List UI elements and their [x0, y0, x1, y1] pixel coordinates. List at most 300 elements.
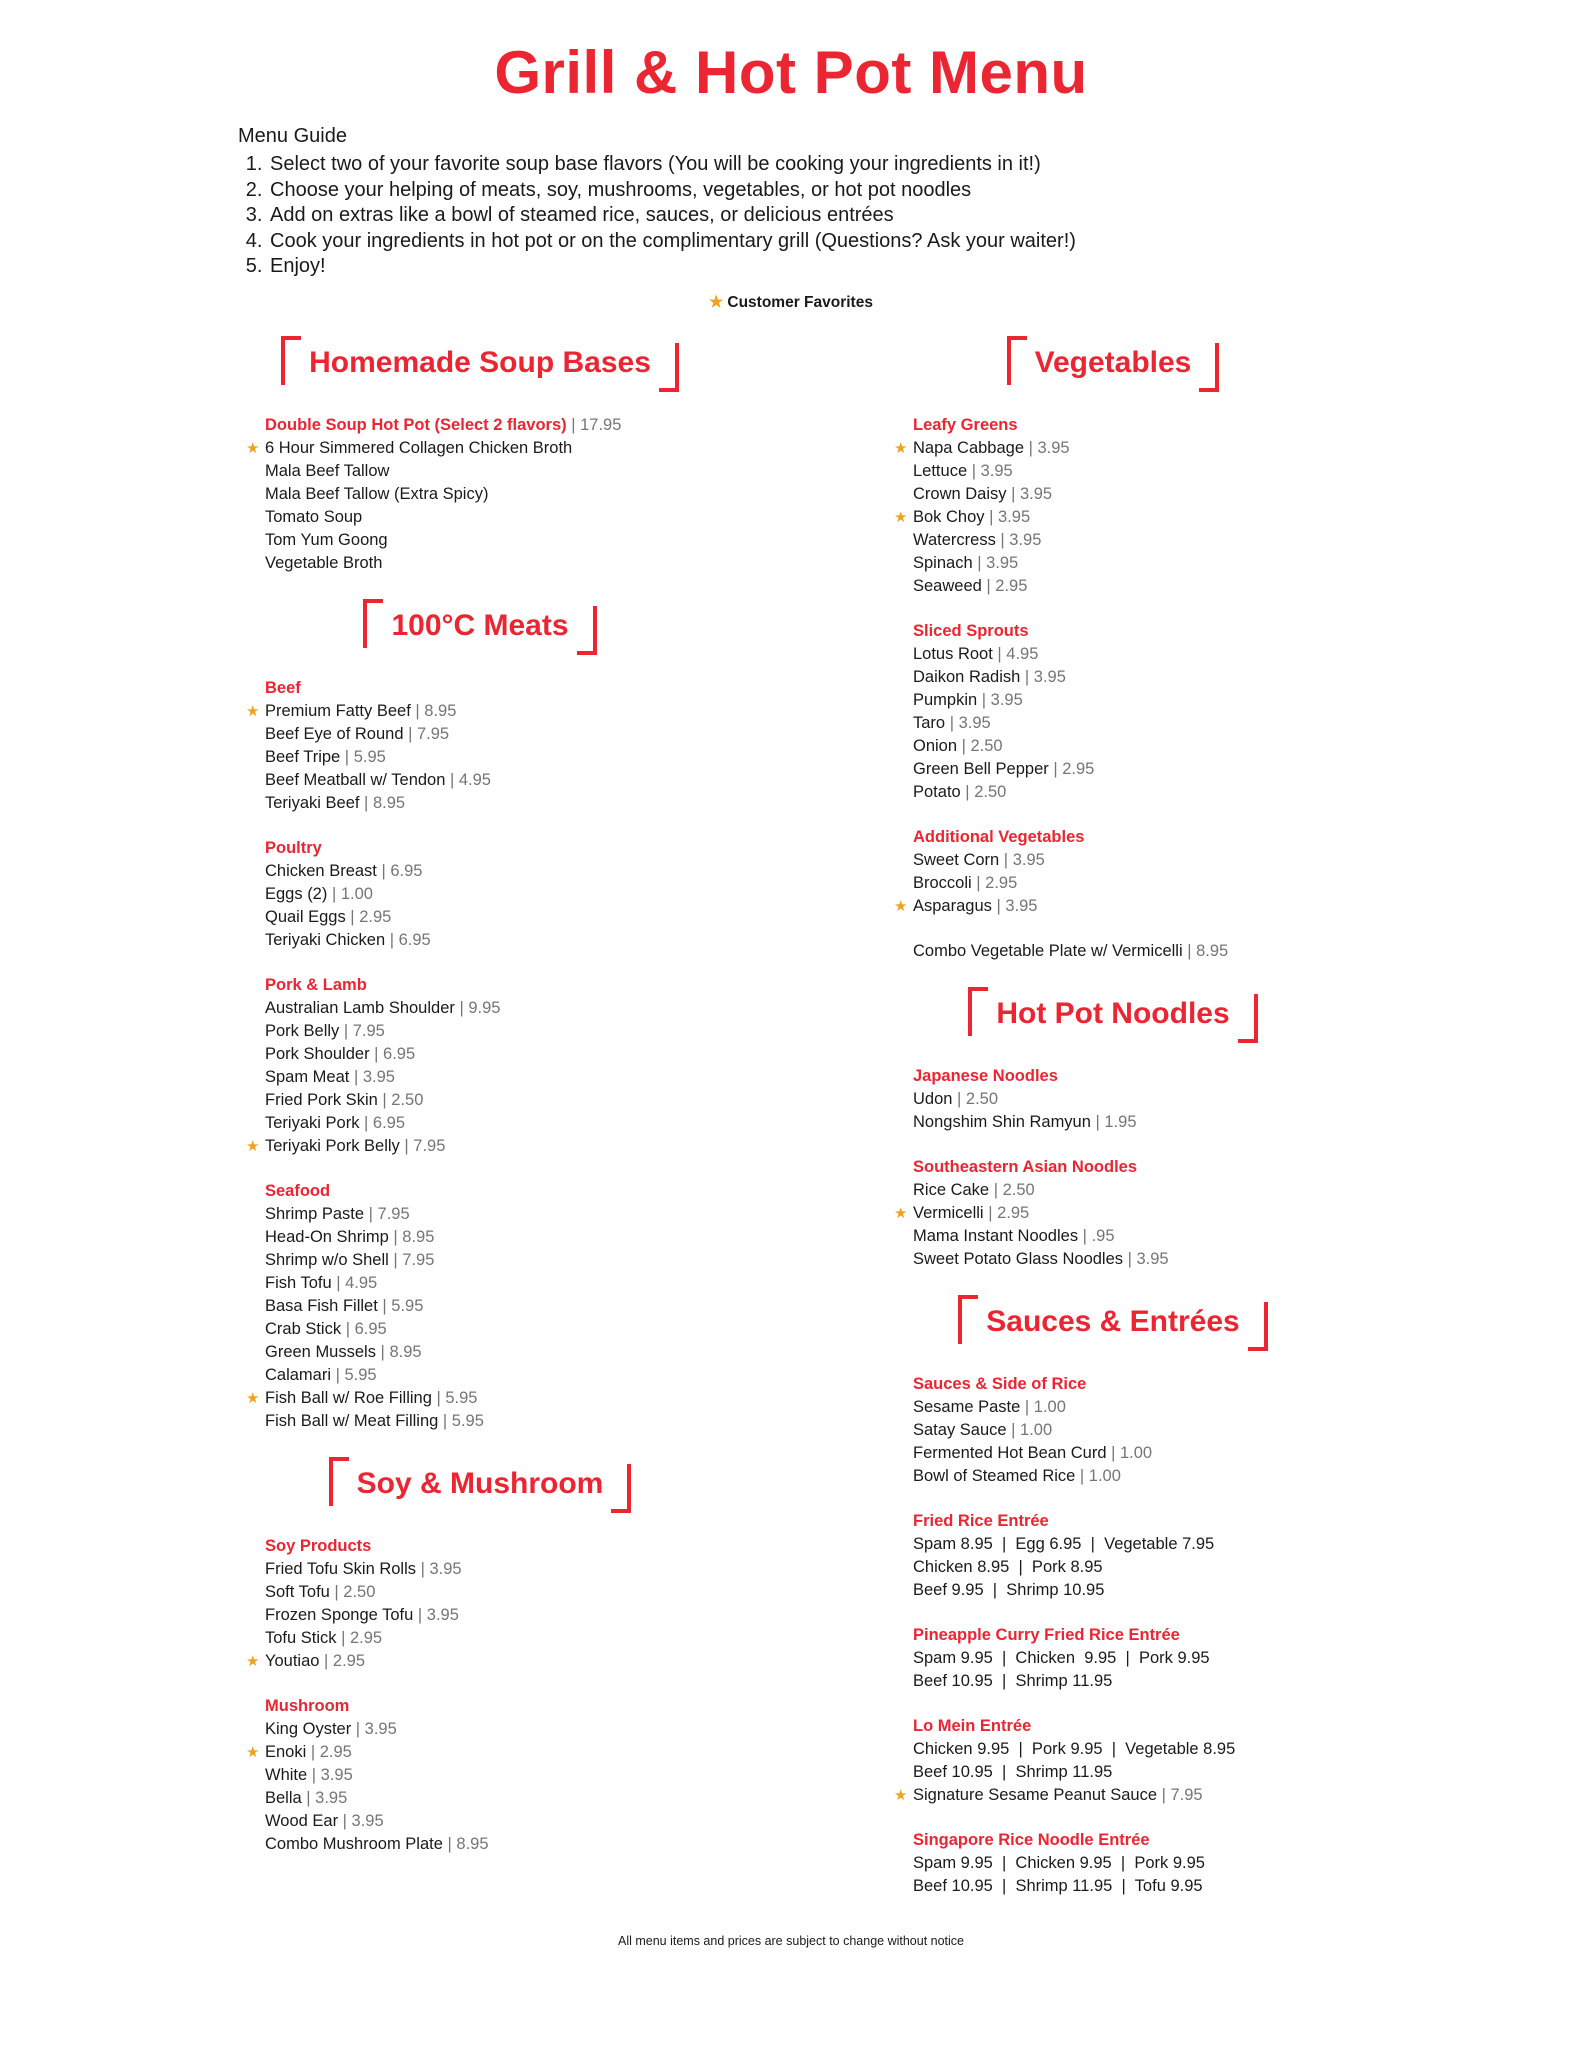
item-name: Youtiao	[265, 1651, 320, 1670]
menu-guide-list	[238, 152, 1432, 280]
menu-item	[913, 529, 1333, 552]
item-name: Premium Fatty Beef	[265, 701, 411, 720]
group-heading: Japanese Noodles	[913, 1066, 1058, 1085]
item-name: White	[265, 1765, 308, 1784]
section-title: Soy & Mushroom	[329, 1457, 632, 1513]
item-price: | 3.95	[413, 1606, 459, 1624]
item-name: Mama Instant Noodles	[913, 1226, 1079, 1245]
item-price: | 3.95	[416, 1560, 462, 1578]
group-heading: Pineapple Curry Fried Rice Entrée	[913, 1625, 1180, 1644]
menu-item	[913, 1875, 1333, 1898]
item-group	[893, 1373, 1333, 1488]
menu-item	[913, 1556, 1333, 1579]
menu-item	[913, 1670, 1333, 1693]
menu-item	[265, 1810, 715, 1833]
menu-guide	[0, 123, 1582, 280]
group-heading: Lo Mein Entrée	[913, 1716, 1032, 1735]
item-price: | 7.95	[389, 1251, 435, 1269]
menu-column-left	[245, 322, 715, 1878]
menu-item	[913, 483, 1333, 506]
menu-item	[265, 883, 715, 906]
menu-item	[265, 1249, 715, 1272]
item-name: Sweet Corn	[913, 850, 1000, 869]
item-name: Beef Meatball w/ Tendon	[265, 770, 446, 789]
item-price: | 3.95	[996, 531, 1042, 549]
item-name: Basa Fish Fillet	[265, 1296, 378, 1315]
menu-item	[913, 1419, 1333, 1442]
menu-item	[913, 712, 1333, 735]
item-name: Sesame Paste	[913, 1397, 1021, 1416]
item-price: | 2.95	[346, 908, 392, 926]
menu-guide-step: 1. Select two of your favorite soup base flavors (You will be cooking your ingredients in it!)	[268, 152, 1432, 178]
menu-item	[246, 700, 715, 723]
group-heading: Pork & Lamb	[265, 975, 367, 994]
item-group	[893, 826, 1333, 918]
item-price: | 2.50	[989, 1181, 1035, 1199]
item-price: | 3.95	[351, 1720, 397, 1738]
item-price: | 2.95	[319, 1652, 365, 1670]
section-header	[245, 599, 715, 655]
menu-guide-step: 2. Choose your helping of meats, soy, mushrooms, vegetables, or hot pot noodles	[268, 178, 1432, 204]
item-name: Bok Choy	[913, 507, 985, 526]
item-price: | 2.50	[952, 1090, 998, 1108]
item-price: | 8.95	[376, 1343, 422, 1361]
item-price: | 3.95	[338, 1812, 384, 1830]
item-name: Soft Tofu	[265, 1582, 330, 1601]
menu-item	[265, 1272, 715, 1295]
item-name: Rice Cake	[913, 1180, 990, 1199]
item-name: Beef 10.95 | Shrimp 11.95 | Tofu 9.95	[913, 1876, 1203, 1895]
menu-item	[265, 1089, 715, 1112]
group-heading: Seafood	[265, 1181, 331, 1200]
group-heading: Singapore Rice Noodle Entrée	[913, 1830, 1150, 1849]
menu-item	[265, 929, 715, 952]
item-name: Chicken 8.95 | Pork 8.95	[913, 1557, 1103, 1576]
item-price: | 2.50	[961, 783, 1007, 801]
item-price: | 3.95	[1007, 485, 1053, 503]
item-price: | 3.95	[999, 851, 1045, 869]
item-name: Combo Vegetable Plate w/ Vermicelli	[913, 941, 1183, 960]
menu-section-vegetables	[893, 336, 1333, 963]
item-price: | 9.95	[455, 999, 501, 1017]
customer-favorites-legend	[0, 292, 1582, 312]
item-group	[245, 414, 715, 575]
item-price: | 3.95	[1024, 439, 1070, 457]
menu-columns	[0, 322, 1582, 1920]
menu-item	[913, 460, 1333, 483]
item-price: | 17.95	[567, 416, 622, 434]
menu-item	[265, 1341, 715, 1364]
item-name: Satay Sauce	[913, 1420, 1007, 1439]
menu-item	[265, 460, 715, 483]
menu-item	[265, 860, 715, 883]
item-price: | 2.50	[378, 1091, 424, 1109]
item-name: Green Bell Pepper	[913, 759, 1049, 778]
menu-item	[913, 552, 1333, 575]
item-name: Mala Beef Tallow (Extra Spicy)	[265, 484, 489, 503]
item-price: | 7.95	[1157, 1786, 1203, 1804]
item-price: | 5.95	[378, 1297, 424, 1315]
menu-item	[265, 1604, 715, 1627]
item-price: | 8.95	[411, 702, 457, 720]
item-name: Beef 10.95 | Shrimp 11.95	[913, 1671, 1113, 1690]
item-name: Fish Ball w/ Roe Filling	[265, 1388, 432, 1407]
item-price: | 3.95	[307, 1766, 353, 1784]
favorite-star-icon: ★	[246, 439, 260, 457]
item-name: Fermented Hot Bean Curd	[913, 1443, 1107, 1462]
item-name: Wood Ear	[265, 1811, 339, 1830]
section-header	[893, 1295, 1333, 1351]
group-heading: Additional Vegetables	[913, 827, 1085, 846]
section-title: Hot Pot Noodles	[968, 987, 1257, 1043]
item-name: Lettuce	[913, 461, 968, 480]
menu-item	[913, 643, 1333, 666]
item-price: | 8.95	[389, 1228, 435, 1246]
item-name: Sweet Potato Glass Noodles	[913, 1249, 1124, 1268]
menu-item	[265, 483, 715, 506]
section-title: Sauces & Entrées	[958, 1295, 1267, 1351]
item-price: | 3.95	[1123, 1250, 1169, 1268]
item-price: | 3.95	[967, 462, 1013, 480]
item-group	[245, 1535, 715, 1673]
item-name: Head-On Shrimp	[265, 1227, 389, 1246]
item-name: Frozen Sponge Tofu	[265, 1605, 414, 1624]
item-name: Fried Tofu Skin Rolls	[265, 1559, 417, 1578]
item-name: Broccoli	[913, 873, 972, 892]
menu-item	[265, 1112, 715, 1135]
item-name: Beef Tripe	[265, 747, 341, 766]
menu-guide-step: 5. Enjoy!	[268, 254, 1432, 280]
item-price: | 3.95	[973, 554, 1019, 572]
item-group	[245, 974, 715, 1158]
item-group	[893, 1156, 1333, 1271]
item-group	[893, 1510, 1333, 1602]
menu-item	[265, 1833, 715, 1856]
item-price: | 1.95	[1091, 1113, 1137, 1131]
group-heading: Poultry	[265, 838, 322, 857]
item-price: | 6.95	[370, 1045, 416, 1063]
item-name: Bowl of Steamed Rice	[913, 1466, 1076, 1485]
item-name: Teriyaki Pork Belly	[265, 1136, 400, 1155]
item-name: Teriyaki Beef	[265, 793, 360, 812]
menu-item	[265, 414, 715, 437]
favorite-star-icon: ★	[894, 508, 908, 526]
favorite-star-icon: ★	[709, 293, 724, 311]
menu-item	[265, 552, 715, 575]
item-name: Quail Eggs	[265, 907, 346, 926]
item-price: | 5.95	[340, 748, 386, 766]
section-title: 100°C Meats	[363, 599, 596, 655]
menu-item	[913, 1579, 1333, 1602]
menu-item	[913, 1647, 1333, 1670]
item-price: | 5.95	[432, 1389, 478, 1407]
menu-item	[894, 1202, 1333, 1225]
item-name: Australian Lamb Shoulder	[265, 998, 455, 1017]
menu-item	[265, 1364, 715, 1387]
menu-item	[265, 1764, 715, 1787]
menu-item	[265, 723, 715, 746]
item-name: King Oyster	[265, 1719, 352, 1738]
item-name: Fish Ball w/ Meat Filling	[265, 1411, 439, 1430]
item-name: Spam 9.95 | Chicken 9.95 | Pork 9.95	[913, 1853, 1205, 1872]
favorite-star-icon: ★	[246, 1389, 260, 1407]
group-heading: Fried Rice Entrée	[913, 1511, 1049, 1530]
item-group	[245, 1695, 715, 1856]
item-price: | 8.95	[359, 794, 405, 812]
item-name: Bella	[265, 1788, 302, 1807]
menu-item	[913, 1465, 1333, 1488]
menu-guide-step: 4. Cook your ingredients in hot pot or on the complimentary grill (Questions? Ask your waiter!)	[268, 229, 1432, 255]
item-price: | 5.95	[438, 1412, 484, 1430]
item-name: Teriyaki Pork	[265, 1113, 360, 1132]
item-name: Taro	[913, 713, 946, 732]
section-title: Homemade Soup Bases	[281, 336, 679, 392]
section-header	[245, 1457, 715, 1513]
item-price: | 2.50	[957, 737, 1003, 755]
menu-item	[265, 1718, 715, 1741]
item-price: | 8.95	[1183, 942, 1229, 960]
item-price: | 2.50	[330, 1583, 376, 1601]
menu-item	[913, 1396, 1333, 1419]
item-price: | 7.95	[404, 725, 450, 743]
item-price: | 6.95	[341, 1320, 387, 1338]
item-name: Fish Tofu	[265, 1273, 332, 1292]
favorite-star-icon: ★	[246, 1652, 260, 1670]
item-name: Tofu Stick	[265, 1628, 337, 1647]
item-group	[893, 1065, 1333, 1134]
item-name: Asparagus	[913, 896, 992, 915]
menu-item	[265, 1020, 715, 1043]
item-name: Watercress	[913, 530, 996, 549]
item-price: | 2.95	[984, 1204, 1030, 1222]
menu-item	[913, 735, 1333, 758]
menu-column-right	[893, 322, 1333, 1920]
item-group	[245, 1180, 715, 1433]
menu-item	[265, 1043, 715, 1066]
favorite-star-icon: ★	[246, 702, 260, 720]
item-price: | 1.00	[1007, 1421, 1053, 1439]
item-price: | 4.95	[332, 1274, 378, 1292]
item-name: Signature Sesame Peanut Sauce	[913, 1785, 1157, 1804]
item-name: Enoki	[265, 1742, 307, 1761]
menu-item	[913, 666, 1333, 689]
menu-section-100-c-meats	[245, 599, 715, 1433]
item-price: | 2.95	[306, 1743, 352, 1761]
item-price: | 3.95	[977, 691, 1023, 709]
menu-item	[913, 1179, 1333, 1202]
item-group	[893, 620, 1333, 804]
menu-item	[894, 1784, 1333, 1807]
item-price: | 3.95	[985, 508, 1031, 526]
menu-item	[913, 1248, 1333, 1271]
item-name: Seaweed	[913, 576, 982, 595]
item-price: | 5.95	[331, 1366, 377, 1384]
favorite-star-icon: ★	[894, 439, 908, 457]
item-name: Beef Eye of Round	[265, 724, 404, 743]
group-heading: Beef	[265, 678, 301, 697]
menu-item	[265, 1787, 715, 1810]
menu-item	[913, 1442, 1333, 1465]
menu-item	[913, 781, 1333, 804]
item-name: Potato	[913, 782, 961, 801]
menu-item	[913, 849, 1333, 872]
menu-item	[265, 529, 715, 552]
item-price: | 4.95	[993, 645, 1039, 663]
menu-item	[265, 1581, 715, 1604]
item-name: Spam Meat	[265, 1067, 350, 1086]
menu-section-soy-mushroom	[245, 1457, 715, 1856]
menu-item	[265, 1410, 715, 1433]
menu-item	[265, 997, 715, 1020]
item-name: Shrimp w/o Shell	[265, 1250, 389, 1269]
menu-item	[246, 1387, 715, 1410]
item-name: Beef 10.95 | Shrimp 11.95	[913, 1762, 1113, 1781]
menu-item	[894, 895, 1333, 918]
item-name: Tomato Soup	[265, 507, 363, 526]
item-price: | 3.95	[1020, 668, 1066, 686]
page-footer: All menu items and prices are subject to change without notice	[617, 1933, 965, 1948]
item-price: | 6.95	[385, 931, 431, 949]
item-price: | 1.00	[1107, 1444, 1153, 1462]
item-name: Pork Shoulder	[265, 1044, 370, 1063]
item-price: | 7.95	[400, 1137, 446, 1155]
group-heading: Sliced Sprouts	[913, 621, 1029, 640]
item-group	[893, 1624, 1333, 1693]
item-name: Spam 9.95 | Chicken 9.95 | Pork 9.95	[913, 1648, 1210, 1667]
item-price: | 2.95	[972, 874, 1018, 892]
favorite-star-icon: ★	[894, 1786, 908, 1804]
item-name: Eggs (2)	[265, 884, 328, 903]
item-price: | 2.95	[982, 577, 1028, 595]
item-name: Teriyaki Chicken	[265, 930, 386, 949]
item-group	[893, 1829, 1333, 1898]
menu-item	[265, 1627, 715, 1650]
section-header	[893, 987, 1333, 1043]
item-name: Double Soup Hot Pot (Select 2 flavors)	[265, 415, 567, 434]
item-name: Napa Cabbage	[913, 438, 1025, 457]
menu-item	[913, 1088, 1333, 1111]
item-name: Mala Beef Tallow	[265, 461, 390, 480]
item-price: | 3.95	[349, 1068, 395, 1086]
item-price: | 8.95	[443, 1835, 489, 1853]
item-price: | 1.00	[1020, 1398, 1066, 1416]
menu-item	[913, 1738, 1333, 1761]
group-heading: Sauces & Side of Rice	[913, 1374, 1087, 1393]
section-header	[245, 336, 715, 392]
menu-item	[913, 872, 1333, 895]
item-name: Spinach	[913, 553, 973, 572]
favorite-star-icon: ★	[894, 897, 908, 915]
menu-item	[913, 1111, 1333, 1134]
group-heading: Mushroom	[265, 1696, 350, 1715]
menu-guide-heading: Menu Guide	[238, 125, 347, 147]
item-name: Vegetable Broth	[265, 553, 383, 572]
item-group	[893, 1715, 1333, 1807]
item-name: Pork Belly	[265, 1021, 340, 1040]
menu-section-homemade-soup-bases	[245, 336, 715, 575]
legend-label: Customer Favorites	[727, 293, 873, 311]
item-name: Green Mussels	[265, 1342, 376, 1361]
menu-item	[265, 1318, 715, 1341]
group-heading: Southeastern Asian Noodles	[913, 1157, 1138, 1176]
menu-item	[894, 437, 1333, 460]
item-name: Shrimp Paste	[265, 1204, 365, 1223]
menu-item	[265, 1295, 715, 1318]
menu-item	[246, 1741, 715, 1764]
item-price: | 3.95	[992, 897, 1038, 915]
menu-item	[913, 1852, 1333, 1875]
item-price: | 6.95	[359, 1114, 405, 1132]
item-name: Fried Pork Skin	[265, 1090, 378, 1109]
menu-item	[265, 746, 715, 769]
item-name: Pumpkin	[913, 690, 978, 709]
menu-item	[265, 906, 715, 929]
menu-item	[913, 758, 1333, 781]
item-name: Spam 8.95 | Egg 6.95 | Vegetable 7.95	[913, 1534, 1215, 1553]
menu-item	[246, 437, 715, 460]
section-title: Vegetables	[1007, 336, 1220, 392]
item-price: | 3.95	[302, 1789, 348, 1807]
item-name: Crown Daisy	[913, 484, 1007, 503]
item-name: 6 Hour Simmered Collagen Chicken Broth	[265, 438, 573, 457]
menu-item	[913, 575, 1333, 598]
item-name: Crab Stick	[265, 1319, 342, 1338]
menu-item	[265, 1203, 715, 1226]
item-group	[893, 414, 1333, 598]
item-name: Nongshim Shin Ramyun	[913, 1112, 1091, 1131]
group-heading: Soy Products	[265, 1536, 372, 1555]
menu-item	[265, 769, 715, 792]
menu-item	[913, 940, 1333, 963]
menu-item	[265, 792, 715, 815]
item-price: | 1.00	[327, 885, 373, 903]
item-group	[893, 940, 1333, 963]
item-name: Daikon Radish	[913, 667, 1021, 686]
menu-item	[265, 1226, 715, 1249]
group-heading: Leafy Greens	[913, 415, 1018, 434]
menu-item	[913, 689, 1333, 712]
favorite-star-icon: ★	[246, 1137, 260, 1155]
item-group	[245, 837, 715, 952]
item-name: Beef 9.95 | Shrimp 10.95	[913, 1580, 1105, 1599]
item-name: Tom Yum Goong	[265, 530, 388, 549]
item-price: | 1.00	[1075, 1467, 1121, 1485]
favorite-star-icon: ★	[246, 1743, 260, 1761]
item-group	[245, 677, 715, 815]
menu-item	[913, 1225, 1333, 1248]
item-name: Combo Mushroom Plate	[265, 1834, 443, 1853]
menu-item	[265, 1066, 715, 1089]
item-name: Chicken Breast	[265, 861, 377, 880]
menu-guide-step: 3. Add on extras like a bowl of steamed rice, sauces, or delicious entrées	[268, 203, 1432, 229]
menu-item	[246, 1650, 715, 1673]
item-name: Udon	[913, 1089, 953, 1108]
item-price: | 7.95	[364, 1205, 410, 1223]
menu-item	[265, 506, 715, 529]
item-price: | 6.95	[377, 862, 423, 880]
item-price: | 4.95	[445, 771, 491, 789]
menu-item	[894, 506, 1333, 529]
item-name: Onion	[913, 736, 958, 755]
item-name: Calamari	[265, 1365, 332, 1384]
item-price: | 7.95	[339, 1022, 385, 1040]
menu-item	[246, 1135, 715, 1158]
item-name: Chicken 9.95 | Pork 9.95 | Vegetable 8.95	[913, 1739, 1236, 1758]
menu-item	[913, 1761, 1333, 1784]
item-price: | 3.95	[945, 714, 991, 732]
item-price: | 2.95	[337, 1629, 383, 1647]
menu-section-hot-pot-noodles	[893, 987, 1333, 1271]
